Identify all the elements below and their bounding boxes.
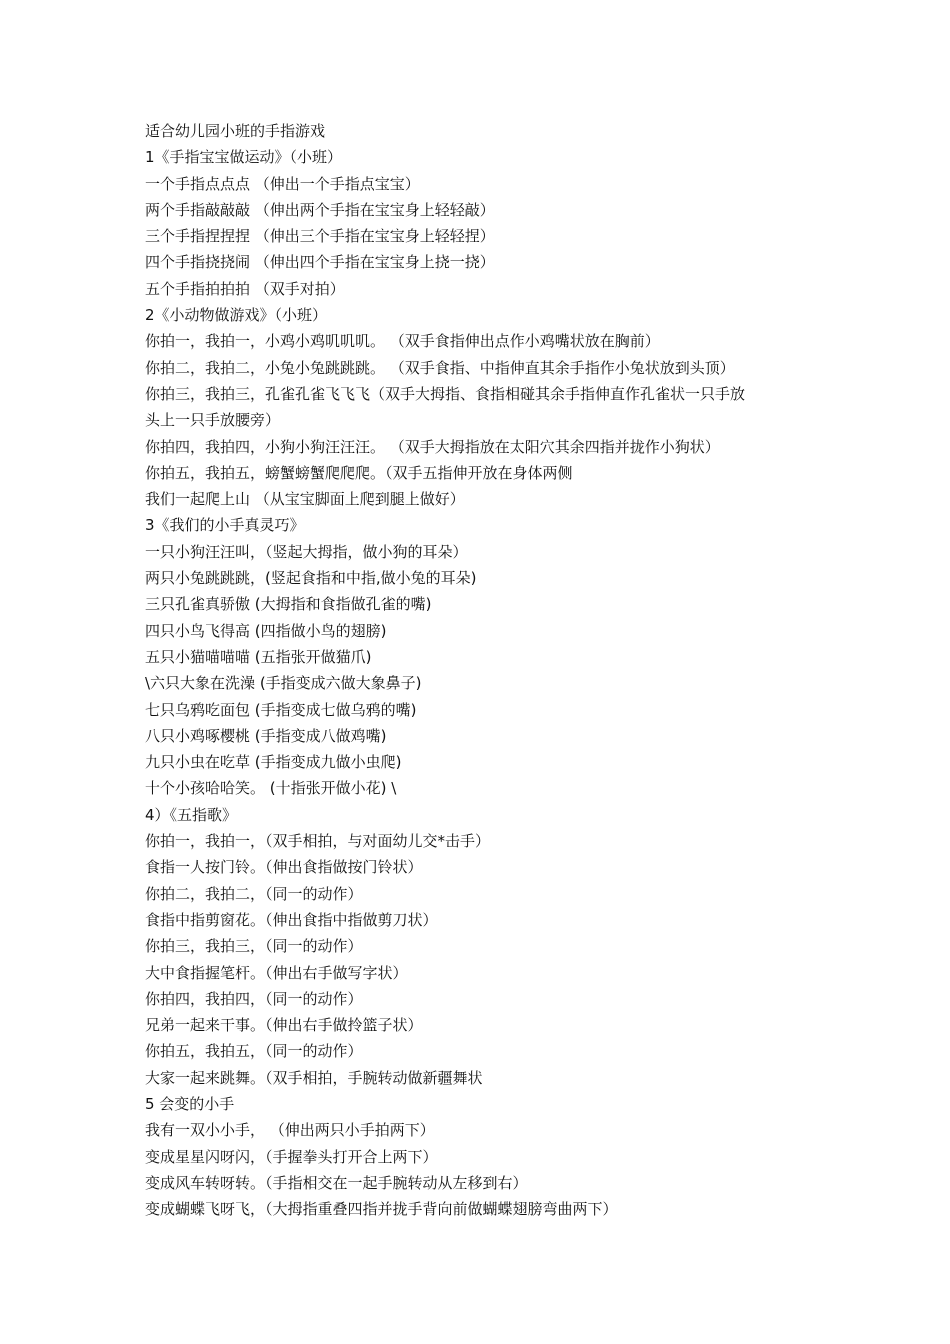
text-line: 2《小动物做游戏》（小班）	[145, 306, 328, 325]
text-line: 我有一双小小手， （伸出两只小手拍两下）	[145, 1121, 435, 1140]
text-line: 四个手指挠挠闹 （伸出四个手指在宝宝身上挠一挠）	[145, 253, 495, 272]
text-line: 食指中指剪窗花。（伸出食指中指做剪刀状）	[145, 910, 438, 929]
text-line: 兄弟一起来干事。（伸出右手做拎篮子状）	[145, 1016, 423, 1035]
text-line: 你拍三，我拍三，（同一的动作）	[145, 937, 363, 956]
text-line: 五个手指拍拍拍 （双手对拍）	[145, 279, 345, 298]
text-line: 4）《五指歌》	[145, 805, 238, 824]
document-body	[145, 118, 825, 1222]
text-line: 食指一人按门铃。（伸出食指做按门铃状）	[145, 858, 423, 877]
text-line: 大中食指握笔杆。（伸出右手做写字状）	[145, 963, 408, 982]
text-line: 七只乌鸦吃面包 (手指变成七做乌鸦的嘴)	[145, 700, 417, 719]
text-line: 你拍五，我拍五，螃蟹螃蟹爬爬爬。（双手五指伸开放在身体两侧	[145, 463, 573, 482]
text-line: 我们一起爬上山 （从宝宝脚面上爬到腿上做好）	[145, 490, 465, 509]
text-line: 你拍一，我拍一，（双手相拍，与对面幼儿交*击手）	[145, 832, 491, 851]
text-line: 四只小鸟飞得高 (四指做小鸟的翅膀)	[145, 621, 387, 640]
text-line: 变成风车转呀转。（手指相交在一起手腕转动从左移到右）	[145, 1173, 528, 1192]
text-line: 大家一起来跳舞。（双手相拍，手腕转动做新疆舞状	[145, 1068, 483, 1087]
text-line: 变成星星闪呀闪，（手握拳头打开合上两下）	[145, 1147, 438, 1166]
text-line: 两个手指敲敲敲 （伸出两个手指在宝宝身上轻轻敲）	[145, 200, 495, 219]
text-line: 你拍四，我拍四，小狗小狗汪汪汪。 （双手大拇指放在太阳穴其余四指并拢作小狗状）	[145, 437, 720, 456]
text-line: 3《我们的小手真灵巧》	[145, 516, 305, 535]
text-line: 1《手指宝宝做运动》（小班）	[145, 148, 343, 167]
text-line: 三个手指捏捏捏 （伸出三个手指在宝宝身上轻轻捏）	[145, 227, 495, 246]
text-line: \六只大象在洗澡 (手指变成六做大象鼻子)	[145, 674, 422, 693]
text-line: 两只小兔跳跳跳，(竖起食指和中指,做小兔的耳朵)	[145, 569, 477, 588]
text-line: 变成蝴蝶飞呀飞，（大拇指重叠四指并拢手背向前做蝴蝶翅膀弯曲两下）	[145, 1200, 618, 1219]
document-title: 适合幼儿园小班的手指游戏	[145, 122, 326, 140]
text-line: 你拍二，我拍二，（同一的动作）	[145, 884, 363, 903]
text-line: 头上一只手放腰旁）	[145, 411, 281, 430]
text-line: 你拍五，我拍五，（同一的动作）	[145, 1042, 363, 1061]
text-line: 八只小鸡啄樱桃 (手指变成八做鸡嘴)	[145, 726, 387, 745]
text-line: 你拍四，我拍四，（同一的动作）	[145, 989, 363, 1008]
text-line: 三只孔雀真骄傲 (大拇指和食指做孔雀的嘴)	[145, 595, 432, 614]
text-line: 一个手指点点点 （伸出一个手指点宝宝）	[145, 174, 420, 193]
text-line: 九只小虫在吃草 (手指变成九做小虫爬)	[145, 753, 402, 772]
text-line: 你拍二，我拍二，小兔小兔跳跳跳。 （双手食指、中指伸直其余手指作小兔状放到头顶）	[145, 358, 735, 377]
text-line: 你拍一，我拍一，小鸡小鸡叽叽叽。 （双手食指伸出点作小鸡嘴状放在胸前）	[145, 332, 660, 351]
text-line: 5 会变的小手	[145, 1094, 235, 1113]
text-line: 五只小猫喵喵喵 (五指张开做猫爪)	[145, 647, 372, 666]
text-line: 一只小狗汪汪叫，（竖起大拇指，做小狗的耳朵）	[145, 542, 468, 561]
text-line: 十个小孩哈哈笑。 (十指张开做小花) \	[145, 779, 397, 798]
text-line: 你拍三，我拍三，孔雀孔雀飞飞飞（双手大拇指、食指相碰其余手指伸直作孔雀状一只手放	[145, 384, 746, 403]
